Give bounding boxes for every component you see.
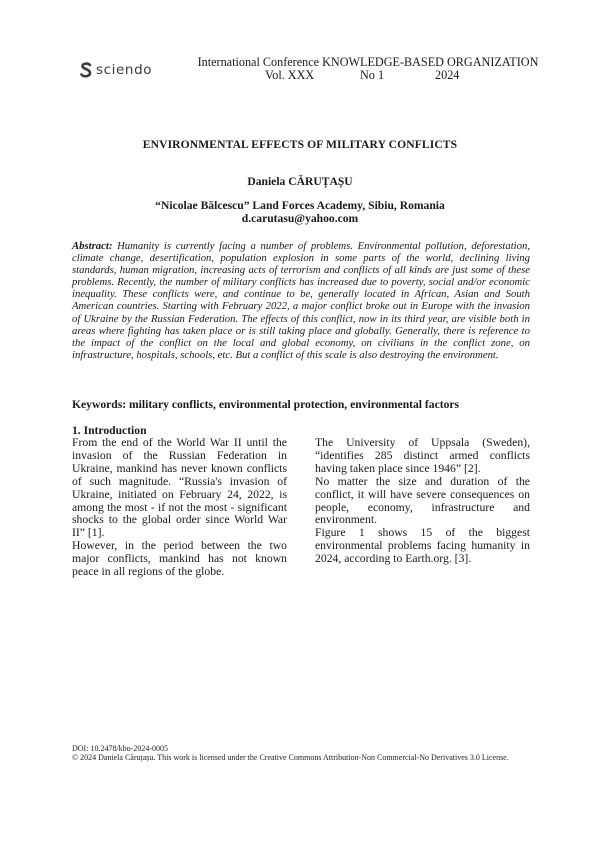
paragraph: However, in the period between the two major conflicts, mankind has not known peace in all regions of the globe.	[72, 539, 287, 579]
conference-info	[183, 56, 553, 82]
section-heading-introduction: 1. Introduction	[72, 424, 147, 437]
text-column-left	[72, 437, 287, 579]
paragraph: No matter the size and duration of the conflict, it will have severe consequences on people, economy, infrastructure and environment.	[315, 474, 530, 527]
year: 2024	[435, 68, 460, 82]
paper-title: ENVIRONMENTAL EFFECTS OF MILITARY CONFLICTS	[142, 138, 458, 151]
issue-number: No 1	[360, 68, 385, 82]
author-affiliation-block	[70, 199, 530, 225]
paragraph: Figure 1 shows 15 of the biggest environmental problems facing humanity in 2024, according to Earth.org. [3].	[315, 526, 530, 566]
sciendo-logo-icon	[80, 62, 92, 78]
volume: Vol. XXX	[265, 68, 315, 82]
page-header	[80, 56, 550, 96]
abstract-text: Humanity is currently facing a number of problems. Environmental pollution, deforestation, climate change, desertification, population explosion in some parts of the world, declining living standards, human migration, increasing acts of terrorism and conflicts of all kinds are just some of these problems. Recently, the number of military conflicts has increased due to poverty, social and/or economic inequality. These conflicts were, and continue to be, generally located in African, Asian and South American countries. Starting with February 2022, a major conflict broke out in Europe with the invasion of Ukraine by the Russian Federation. The effects of this conflict, now in its third year, are visible both in areas where fighting has taken place or is still taking place and globally. Generally, there is reference to the impact of the conflict on the local and global economy, on civilians in the conflict zone, on infrastructure, hospitals, schools, etc. But a conflict of this scale is also destroying the environment.	[72, 240, 531, 361]
license-notice: © 2024 Daniela Căruțașu. This work is licensed under the Creative Commons Attribution-Non Commercial-No Derivatives 3.0 License.	[72, 753, 509, 763]
doi[interactable]: DOI: 10.2478/kbo-2024-0005	[72, 744, 168, 753]
paragraph: From the end of the World War II until the invasion of the Russian Federation in Ukraine, mankind has never known conflicts of such magnitude. “Russia's invasion of Ukraine, initiated on February 24, 2022, is among the most - if not the most - significant shocks to the global order since World War II” [1].	[72, 436, 287, 540]
logo-text: sciendo	[96, 62, 153, 78]
author-email[interactable]: d.carutasu@yahoo.com	[241, 212, 359, 225]
keywords: Keywords: military conflicts, environmental protection, environmental factors	[72, 398, 460, 411]
paragraph: The University of Uppsala (Sweden), “identifies 285 distinct armed conflicts having taken place since 1946” [2].	[315, 436, 530, 475]
author-name: Daniela CĂRUȚAȘU	[247, 175, 353, 188]
abstract	[72, 240, 530, 361]
issue-info	[183, 69, 553, 82]
affiliation: “Nicolae Bălcescu” Land Forces Academy, Sibiu, Romania	[155, 199, 445, 212]
publisher-logo	[80, 62, 152, 78]
text-column-right	[315, 437, 530, 566]
abstract-label: Abstract:	[72, 240, 113, 252]
conference-name: International Conference KNOWLEDGE-BASED ORGANIZATION	[197, 55, 539, 69]
page-footer	[72, 744, 532, 762]
